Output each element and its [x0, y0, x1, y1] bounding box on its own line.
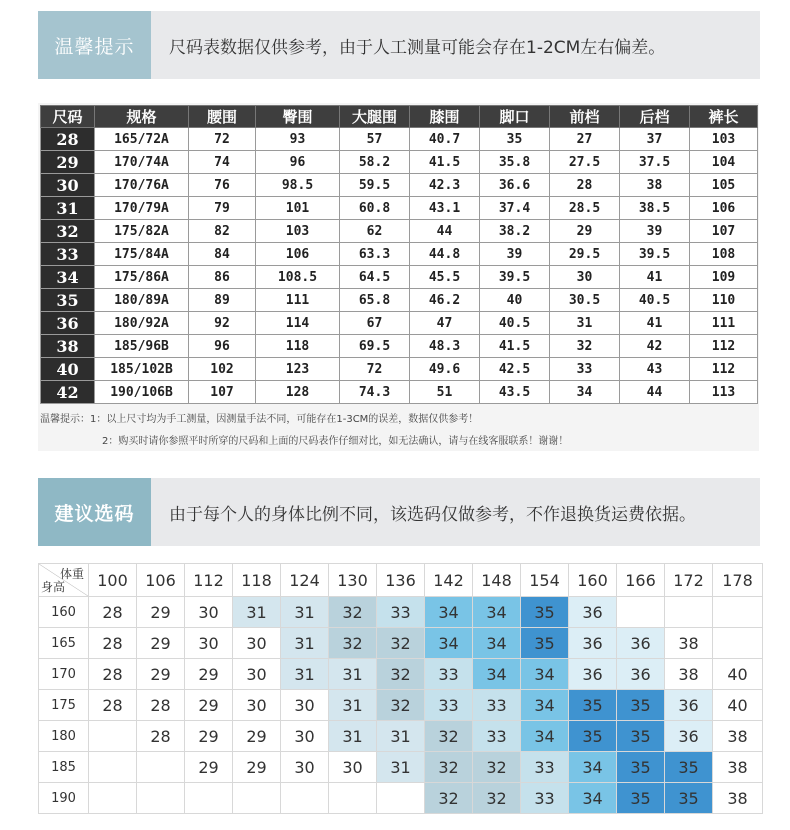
size-value-cell: 103	[690, 128, 758, 151]
height-cell: 160	[39, 597, 89, 628]
size-value-cell: 43.5	[480, 381, 550, 404]
size-value-cell: 67	[340, 312, 410, 335]
recommend-size-cell: 31	[281, 628, 329, 659]
size-value-cell: 110	[690, 289, 758, 312]
size-value-cell: 74	[189, 151, 256, 174]
size-value-cell: 72	[340, 358, 410, 381]
recommend-size-cell: 34	[569, 783, 617, 814]
recommend-size-cell: 38	[713, 752, 763, 783]
recommend-size-cell: 32	[377, 659, 425, 690]
recommend-size-cell: 34	[473, 659, 521, 690]
recommend-size-cell	[281, 783, 329, 814]
recommend-banner	[38, 478, 760, 546]
size-value-cell: 104	[690, 151, 758, 174]
size-note-2: 2：购买时请你参照平时所穿的尺码和上面的尺码表作仔细对比，如无法确认，请与在线客服联系！谢谢！	[102, 436, 569, 447]
size-value-cell: 27	[550, 128, 620, 151]
recommend-size-cell	[377, 783, 425, 814]
size-value-cell: 41.5	[410, 151, 480, 174]
size-value-cell: 30.5	[550, 289, 620, 312]
recommend-size-cell: 34	[425, 628, 473, 659]
size-row	[41, 174, 758, 197]
size-value-cell: 44.8	[410, 243, 480, 266]
size-value-cell: 42.5	[480, 358, 550, 381]
size-value-cell: 43	[620, 358, 690, 381]
recommend-size-cell: 29	[233, 752, 281, 783]
recommend-size-cell: 33	[521, 783, 569, 814]
height-cell: 185	[39, 752, 89, 783]
recommend-size-cell: 36	[665, 721, 713, 752]
recommend-size-cell: 34	[569, 752, 617, 783]
size-value-cell: 39.5	[620, 243, 690, 266]
recommend-size-cell: 35	[617, 721, 665, 752]
size-header-cell: 脚口	[480, 106, 550, 128]
size-value-cell: 89	[189, 289, 256, 312]
recommend-size-cell	[329, 783, 377, 814]
size-value-cell: 103	[256, 220, 340, 243]
recommend-size-cell: 32	[425, 752, 473, 783]
size-label-cell: 33	[41, 243, 95, 266]
recommend-size-cell: 30	[185, 628, 233, 659]
size-value-cell: 39	[480, 243, 550, 266]
recommend-size-cell: 29	[185, 690, 233, 721]
recommend-size-cell: 32	[329, 628, 377, 659]
size-value-cell: 63.3	[340, 243, 410, 266]
recommend-size-cell: 31	[281, 659, 329, 690]
recommend-size-cell: 32	[425, 721, 473, 752]
height-cell: 165	[39, 628, 89, 659]
size-value-cell: 175/82A	[95, 220, 189, 243]
size-value-cell: 105	[690, 174, 758, 197]
size-value-cell: 111	[256, 289, 340, 312]
size-note-1: 温馨提示：1：以上尺寸均为手工测量，因测量手法不同，可能存在1-3CM的误差，数据仅供参考！	[40, 414, 479, 425]
recommend-size-cell: 34	[473, 628, 521, 659]
recommend-size-cell: 38	[713, 721, 763, 752]
size-value-cell: 27.5	[550, 151, 620, 174]
size-row	[41, 128, 758, 151]
size-label-cell: 42	[41, 381, 95, 404]
recommend-size-cell: 32	[473, 752, 521, 783]
size-value-cell: 36.6	[480, 174, 550, 197]
size-value-cell: 37.5	[620, 151, 690, 174]
size-row	[41, 266, 758, 289]
size-row	[41, 289, 758, 312]
size-row	[41, 335, 758, 358]
recommend-size-cell: 35	[617, 783, 665, 814]
size-value-cell: 107	[690, 220, 758, 243]
size-value-cell: 109	[690, 266, 758, 289]
recommend-size-cell: 29	[185, 721, 233, 752]
recommend-size-cell: 31	[329, 690, 377, 721]
notice-tag: 温馨提示	[38, 11, 151, 79]
size-table	[40, 105, 758, 404]
size-row	[41, 243, 758, 266]
size-value-cell: 39	[620, 220, 690, 243]
size-value-cell: 96	[189, 335, 256, 358]
recommend-size-cell: 34	[521, 721, 569, 752]
size-label-cell: 28	[41, 128, 95, 151]
recommend-chart	[38, 563, 763, 814]
size-value-cell: 64.5	[340, 266, 410, 289]
recommend-row	[39, 628, 763, 659]
weight-header-cell: 106	[137, 564, 185, 597]
recommend-size-cell: 35	[569, 721, 617, 752]
size-label-cell: 35	[41, 289, 95, 312]
weight-header-cell: 148	[473, 564, 521, 597]
recommend-size-cell	[185, 783, 233, 814]
recommend-size-cell: 32	[473, 783, 521, 814]
size-value-cell: 74.3	[340, 381, 410, 404]
size-header-cell: 前档	[550, 106, 620, 128]
recommend-table	[38, 563, 763, 814]
size-value-cell: 185/102B	[95, 358, 189, 381]
notice-text: 尺码表数据仅供参考，由于人工测量可能会存在1-2CM左右偏差。	[169, 37, 666, 58]
size-value-cell: 112	[690, 358, 758, 381]
size-value-cell: 170/79A	[95, 197, 189, 220]
recommend-size-cell	[89, 721, 137, 752]
size-header-cell: 裤长	[690, 106, 758, 128]
size-value-cell: 58.2	[340, 151, 410, 174]
size-value-cell: 29.5	[550, 243, 620, 266]
size-label-cell: 38	[41, 335, 95, 358]
weight-header-cell: 166	[617, 564, 665, 597]
weight-label: 体重	[59, 567, 84, 581]
size-value-cell: 106	[690, 197, 758, 220]
size-value-cell: 128	[256, 381, 340, 404]
size-value-cell: 86	[189, 266, 256, 289]
size-table-header	[41, 106, 758, 128]
recommend-size-cell: 35	[521, 597, 569, 628]
recommend-size-cell: 29	[185, 659, 233, 690]
size-row	[41, 151, 758, 174]
recommend-size-cell: 29	[137, 597, 185, 628]
size-value-cell: 32	[550, 335, 620, 358]
size-label-cell: 36	[41, 312, 95, 335]
height-label: 身高	[41, 580, 66, 594]
size-header-cell: 后档	[620, 106, 690, 128]
size-value-cell: 165/72A	[95, 128, 189, 151]
weight-header-cell: 118	[233, 564, 281, 597]
recommend-size-cell: 30	[185, 597, 233, 628]
size-label-cell: 40	[41, 358, 95, 381]
size-value-cell: 40	[480, 289, 550, 312]
recommend-table-header	[39, 564, 763, 597]
recommend-row	[39, 597, 763, 628]
size-value-cell: 44	[410, 220, 480, 243]
size-value-cell: 35	[480, 128, 550, 151]
recommend-size-cell	[713, 597, 763, 628]
recommend-size-cell: 35	[617, 690, 665, 721]
weight-header-cell: 142	[425, 564, 473, 597]
recommend-size-cell: 28	[137, 721, 185, 752]
size-value-cell: 93	[256, 128, 340, 151]
size-value-cell: 46.2	[410, 289, 480, 312]
recommend-size-cell: 36	[617, 628, 665, 659]
recommend-size-cell	[233, 783, 281, 814]
recommend-size-cell: 35	[665, 783, 713, 814]
size-value-cell: 37	[620, 128, 690, 151]
size-value-cell: 31	[550, 312, 620, 335]
size-value-cell: 84	[189, 243, 256, 266]
size-value-cell: 175/84A	[95, 243, 189, 266]
recommend-size-cell: 38	[665, 659, 713, 690]
size-value-cell: 107	[189, 381, 256, 404]
recommend-size-cell: 35	[569, 690, 617, 721]
recommend-size-cell: 32	[377, 628, 425, 659]
size-row	[41, 312, 758, 335]
recommend-row	[39, 659, 763, 690]
size-header-cell: 臀围	[256, 106, 340, 128]
size-value-cell: 42.3	[410, 174, 480, 197]
size-value-cell: 38.2	[480, 220, 550, 243]
size-value-cell: 33	[550, 358, 620, 381]
recommend-size-cell: 36	[569, 659, 617, 690]
recommend-row	[39, 690, 763, 721]
recommend-size-cell: 30	[329, 752, 377, 783]
size-value-cell: 180/89A	[95, 289, 189, 312]
size-value-cell: 43.1	[410, 197, 480, 220]
size-label-cell: 34	[41, 266, 95, 289]
size-header-cell: 规格	[95, 106, 189, 128]
recommend-size-cell: 38	[665, 628, 713, 659]
height-cell: 180	[39, 721, 89, 752]
size-value-cell: 41	[620, 312, 690, 335]
size-label-cell: 31	[41, 197, 95, 220]
notice-banner	[38, 11, 760, 79]
size-value-cell: 37.4	[480, 197, 550, 220]
recommend-size-cell	[89, 752, 137, 783]
size-header-cell: 膝围	[410, 106, 480, 128]
recommend-size-cell: 31	[233, 597, 281, 628]
weight-header-cell: 154	[521, 564, 569, 597]
weight-header-cell: 130	[329, 564, 377, 597]
recommend-size-cell	[713, 628, 763, 659]
recommend-size-cell: 34	[425, 597, 473, 628]
size-chart	[38, 103, 759, 451]
size-value-cell: 29	[550, 220, 620, 243]
weight-header-cell: 178	[713, 564, 763, 597]
size-value-cell: 35.8	[480, 151, 550, 174]
size-row	[41, 381, 758, 404]
size-value-cell: 28	[550, 174, 620, 197]
recommend-tag: 建议选码	[38, 478, 151, 546]
weight-header-cell: 136	[377, 564, 425, 597]
recommend-size-cell: 33	[473, 690, 521, 721]
size-value-cell: 106	[256, 243, 340, 266]
size-header-cell: 尺码	[41, 106, 95, 128]
size-value-cell: 59.5	[340, 174, 410, 197]
size-value-cell: 82	[189, 220, 256, 243]
size-value-cell: 112	[690, 335, 758, 358]
recommend-size-cell: 35	[617, 752, 665, 783]
recommend-size-cell: 31	[377, 721, 425, 752]
recommend-size-cell	[137, 783, 185, 814]
size-value-cell: 114	[256, 312, 340, 335]
size-value-cell: 108.5	[256, 266, 340, 289]
recommend-size-cell: 29	[137, 628, 185, 659]
size-value-cell: 118	[256, 335, 340, 358]
recommend-size-cell: 34	[473, 597, 521, 628]
weight-header-cell: 160	[569, 564, 617, 597]
recommend-row	[39, 783, 763, 814]
recommend-size-cell: 34	[521, 659, 569, 690]
size-value-cell: 98.5	[256, 174, 340, 197]
size-value-cell: 34	[550, 381, 620, 404]
recommend-size-cell: 31	[329, 721, 377, 752]
size-row	[41, 197, 758, 220]
recommend-size-cell: 28	[89, 628, 137, 659]
size-value-cell: 41.5	[480, 335, 550, 358]
size-header-cell: 大腿围	[340, 106, 410, 128]
size-header-cell: 腰围	[189, 106, 256, 128]
recommend-row	[39, 752, 763, 783]
recommend-size-cell: 29	[233, 721, 281, 752]
size-value-cell: 51	[410, 381, 480, 404]
size-value-cell: 42	[620, 335, 690, 358]
recommend-size-cell: 36	[569, 597, 617, 628]
recommend-size-cell: 32	[425, 783, 473, 814]
size-value-cell: 45.5	[410, 266, 480, 289]
size-value-cell: 102	[189, 358, 256, 381]
recommend-corner	[39, 564, 89, 597]
recommend-size-cell: 35	[665, 752, 713, 783]
recommend-size-cell: 33	[425, 659, 473, 690]
recommend-size-cell: 31	[329, 659, 377, 690]
size-value-cell: 111	[690, 312, 758, 335]
recommend-size-cell: 40	[713, 659, 763, 690]
recommend-size-cell: 33	[473, 721, 521, 752]
size-value-cell: 62	[340, 220, 410, 243]
recommend-size-cell: 28	[89, 690, 137, 721]
recommend-size-cell: 30	[281, 752, 329, 783]
recommend-size-cell: 29	[137, 659, 185, 690]
size-value-cell: 38	[620, 174, 690, 197]
recommend-size-cell: 28	[89, 597, 137, 628]
size-value-cell: 96	[256, 151, 340, 174]
recommend-size-cell: 30	[233, 659, 281, 690]
recommend-size-cell: 38	[713, 783, 763, 814]
recommend-size-cell: 31	[281, 597, 329, 628]
size-value-cell: 40.7	[410, 128, 480, 151]
recommend-size-cell: 36	[569, 628, 617, 659]
size-value-cell: 92	[189, 312, 256, 335]
recommend-size-cell: 28	[89, 659, 137, 690]
size-label-cell: 29	[41, 151, 95, 174]
height-cell: 170	[39, 659, 89, 690]
recommend-text: 由于每个人的身体比例不同，该选码仅做参考，不作退换货运费依据。	[169, 504, 696, 525]
size-label-cell: 32	[41, 220, 95, 243]
recommend-size-cell: 32	[329, 597, 377, 628]
recommend-size-cell: 32	[377, 690, 425, 721]
size-row	[41, 358, 758, 381]
recommend-size-cell: 36	[617, 659, 665, 690]
size-value-cell: 69.5	[340, 335, 410, 358]
recommend-size-cell: 33	[425, 690, 473, 721]
height-cell: 175	[39, 690, 89, 721]
recommend-size-cell: 36	[665, 690, 713, 721]
size-value-cell: 113	[690, 381, 758, 404]
size-value-cell: 101	[256, 197, 340, 220]
size-value-cell: 28.5	[550, 197, 620, 220]
recommend-size-cell: 34	[521, 690, 569, 721]
recommend-size-cell: 40	[713, 690, 763, 721]
recommend-size-cell	[89, 783, 137, 814]
recommend-size-cell: 30	[281, 690, 329, 721]
size-value-cell: 190/106B	[95, 381, 189, 404]
recommend-size-cell: 28	[137, 690, 185, 721]
size-value-cell: 76	[189, 174, 256, 197]
recommend-size-cell: 33	[521, 752, 569, 783]
size-value-cell: 41	[620, 266, 690, 289]
size-value-cell: 108	[690, 243, 758, 266]
weight-header-cell: 112	[185, 564, 233, 597]
size-value-cell: 40.5	[480, 312, 550, 335]
recommend-size-cell: 30	[233, 628, 281, 659]
weight-header-cell: 100	[89, 564, 137, 597]
size-value-cell: 57	[340, 128, 410, 151]
height-cell: 190	[39, 783, 89, 814]
size-value-cell: 79	[189, 197, 256, 220]
size-value-cell: 38.5	[620, 197, 690, 220]
size-value-cell: 40.5	[620, 289, 690, 312]
weight-header-cell: 124	[281, 564, 329, 597]
size-value-cell: 44	[620, 381, 690, 404]
recommend-size-cell: 30	[281, 721, 329, 752]
size-value-cell: 170/74A	[95, 151, 189, 174]
size-value-cell: 49.6	[410, 358, 480, 381]
recommend-size-cell	[137, 752, 185, 783]
size-value-cell: 47	[410, 312, 480, 335]
size-value-cell: 30	[550, 266, 620, 289]
recommend-size-cell: 29	[185, 752, 233, 783]
size-value-cell: 180/92A	[95, 312, 189, 335]
size-label-cell: 30	[41, 174, 95, 197]
recommend-size-cell: 33	[377, 597, 425, 628]
recommend-size-cell: 30	[233, 690, 281, 721]
size-value-cell: 123	[256, 358, 340, 381]
recommend-size-cell	[617, 597, 665, 628]
size-value-cell: 39.5	[480, 266, 550, 289]
recommend-size-cell: 35	[521, 628, 569, 659]
weight-header-cell: 172	[665, 564, 713, 597]
size-value-cell: 175/86A	[95, 266, 189, 289]
recommend-row	[39, 721, 763, 752]
recommend-size-cell	[665, 597, 713, 628]
size-value-cell: 48.3	[410, 335, 480, 358]
size-value-cell: 72	[189, 128, 256, 151]
size-value-cell: 185/96B	[95, 335, 189, 358]
size-row	[41, 220, 758, 243]
size-value-cell: 170/76A	[95, 174, 189, 197]
size-value-cell: 65.8	[340, 289, 410, 312]
size-value-cell: 60.8	[340, 197, 410, 220]
recommend-size-cell: 31	[377, 752, 425, 783]
